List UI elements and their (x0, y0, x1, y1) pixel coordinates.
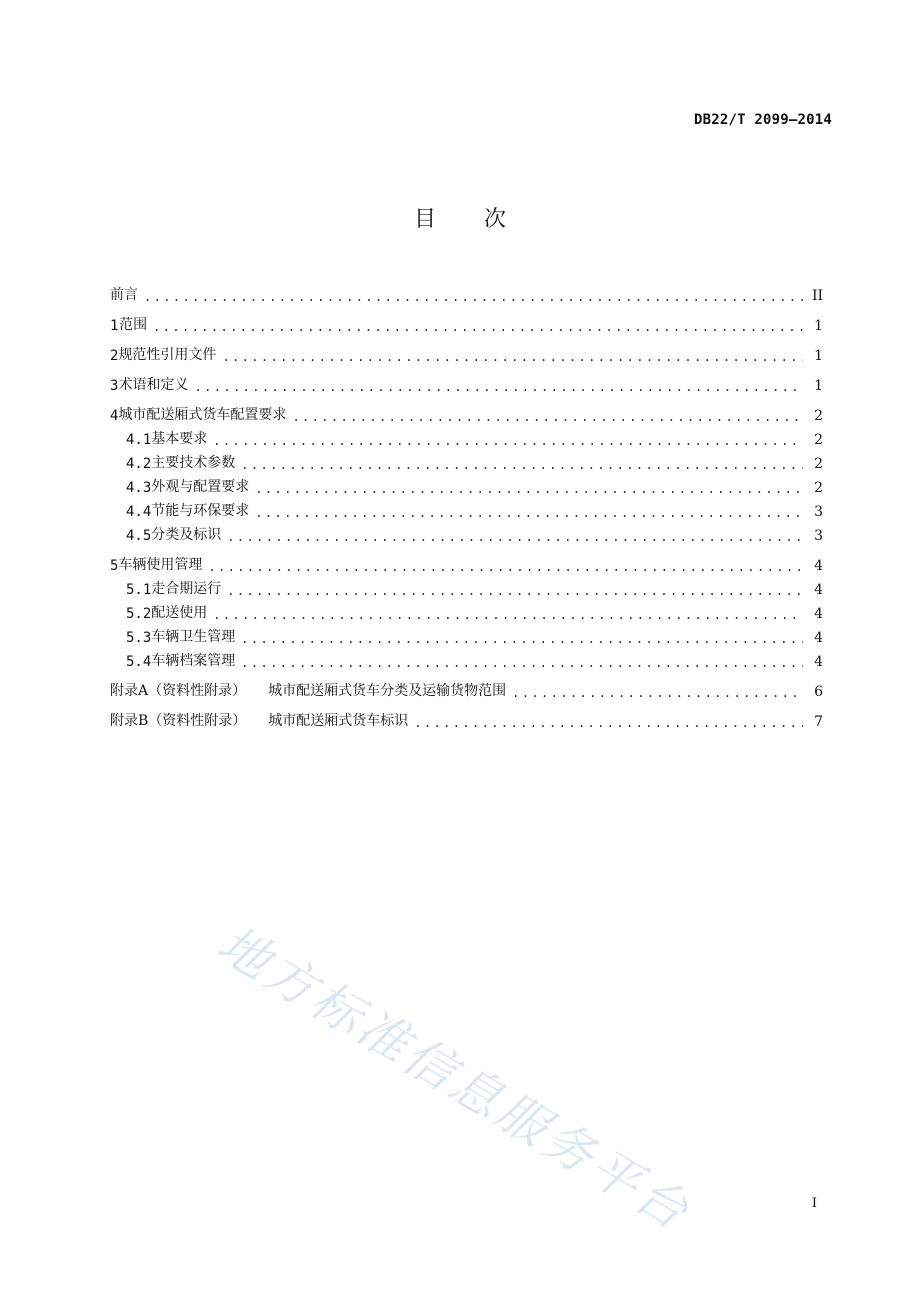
toc-entry-number: 5.4 (126, 654, 152, 670)
toc-entry-page: 4 (814, 558, 823, 574)
leader-dots (227, 584, 803, 598)
toc-entry-page: 4 (814, 606, 823, 622)
toc-entry-page: 2 (814, 456, 823, 472)
toc-entry-number: 4.2 (126, 456, 152, 472)
toc-entry-number: 5 (110, 558, 119, 574)
toc-entry-5[interactable] (110, 550, 823, 574)
toc-entry-5-1[interactable] (110, 574, 823, 598)
leader-dots (255, 506, 803, 520)
toc-entry-number: 5.1 (126, 582, 152, 598)
leader-dots (292, 410, 803, 424)
leader-dots (213, 608, 803, 622)
toc-entry-page: 2 (814, 408, 823, 424)
toc-entry-page: 2 (814, 432, 823, 448)
toc-entry-page: 3 (814, 528, 823, 544)
toc-entry-page: 4 (814, 582, 823, 598)
toc-entry-page: 3 (814, 504, 823, 520)
toc-entry-3[interactable] (110, 370, 823, 394)
leader-dots (222, 350, 803, 364)
toc-entry-number: 4.3 (126, 480, 152, 496)
toc-entry-label: 前言 (110, 287, 138, 303)
leader-dots (241, 632, 803, 646)
toc-entry-label: 车辆档案管理 (151, 653, 236, 669)
toc-entry-label: 术语和定义 (118, 377, 189, 393)
toc-entry-4[interactable] (110, 400, 823, 424)
leader-dots (241, 458, 803, 472)
leader-dots (153, 320, 803, 334)
toc-entry-number: 4 (110, 408, 119, 424)
leader-dots (255, 482, 803, 496)
toc-entry-label: 城市配送厢式货车标识 (268, 713, 409, 729)
toc-entry-label: 车辆卫生管理 (151, 629, 236, 645)
toc-entry-4-3[interactable] (110, 472, 823, 496)
toc-entry-label: 外观与配置要求 (151, 479, 250, 495)
toc-entry-appendix-a[interactable] (110, 676, 823, 700)
toc-entry-label: 节能与环保要求 (151, 503, 250, 519)
toc-entry-page: II (811, 288, 823, 304)
toc-entry-appendix-b[interactable] (110, 706, 823, 730)
page-title: 目次 (413, 207, 554, 232)
toc-entry-2[interactable] (110, 340, 823, 364)
toc-entry-number: 2 (110, 348, 119, 364)
leader-dots (227, 530, 803, 544)
toc-entry-number: 5.3 (126, 630, 152, 646)
toc-entry-page: 6 (814, 684, 823, 700)
toc-entry-label: 主要技术参数 (151, 455, 236, 471)
leader-dots (208, 560, 803, 574)
toc-entry-number: 5.2 (126, 606, 152, 622)
toc-entry-number: 附录B（资料性附录） (110, 713, 247, 729)
toc-entry-page: 1 (814, 378, 823, 394)
toc-entry-label: 基本要求 (151, 431, 208, 447)
toc-entry-5-4[interactable] (110, 646, 823, 670)
toc-entry-foreword[interactable] (110, 280, 823, 304)
leader-dots (512, 686, 803, 700)
toc-entry-5-3[interactable] (110, 622, 823, 646)
toc-entry-label: 分类及标识 (151, 527, 222, 543)
toc-entry-5-2[interactable] (110, 598, 823, 622)
toc-entry-number: 附录A（资料性附录） (110, 683, 247, 699)
toc-entry-page: 4 (814, 630, 823, 646)
toc-entry-number: 4.4 (126, 504, 152, 520)
leader-dots (241, 656, 803, 670)
watermark-text: 地方标准信息服务平台 (208, 914, 701, 1243)
toc-entry-label: 车辆使用管理 (118, 557, 203, 573)
toc-entry-label: 城市配送厢式货车配置要求 (118, 407, 287, 423)
toc-entry-label: 走合期运行 (151, 581, 222, 597)
toc-entry-label: 规范性引用文件 (118, 347, 217, 363)
document-code: DB22/T 2099—2014 (693, 112, 832, 128)
toc-entry-number: 3 (110, 378, 119, 394)
toc-entry-label: 配送使用 (151, 605, 208, 621)
toc-entry-label: 范围 (119, 317, 148, 333)
table-of-contents (110, 280, 823, 730)
toc-entry-number: 4.5 (126, 528, 152, 544)
toc-entry-1[interactable] (110, 310, 823, 334)
leader-dots (144, 290, 803, 304)
toc-entry-number: 1 (110, 318, 119, 334)
page-number: I (811, 1196, 817, 1211)
toc-entry-page: 1 (814, 348, 823, 364)
leader-dots (195, 380, 803, 394)
toc-entry-page: 7 (814, 714, 823, 730)
leader-dots (213, 434, 803, 448)
toc-entry-page: 4 (814, 654, 823, 670)
toc-entry-label: 城市配送厢式货车分类及运输货物范围 (268, 683, 507, 699)
leader-dots (414, 716, 803, 730)
toc-entry-4-1[interactable] (110, 424, 823, 448)
toc-entry-4-5[interactable] (110, 520, 823, 544)
toc-entry-page: 2 (814, 480, 823, 496)
toc-entry-page: 1 (814, 318, 823, 334)
toc-entry-4-4[interactable] (110, 496, 823, 520)
toc-entry-number: 4.1 (126, 432, 152, 448)
toc-entry-4-2[interactable] (110, 448, 823, 472)
